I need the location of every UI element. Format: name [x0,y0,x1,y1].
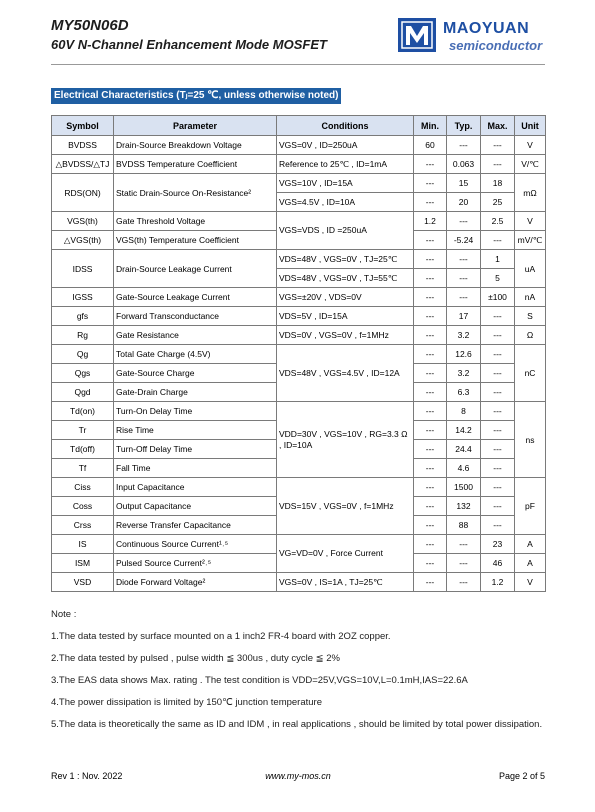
unit-cell: mV/℃ [515,231,546,250]
typ-cell: 17 [447,307,481,326]
table-row [52,307,546,326]
table-row [52,174,546,193]
unit-cell: ns [515,402,546,478]
min-cell: --- [414,535,447,554]
column-header: Max. [481,116,515,136]
condition-cell: VGS=VDS , ID =250uA [277,212,414,250]
note-item: 1.The data tested by surface mounted on a 1 inch2 FR-4 board with 2OZ copper. [51,631,391,642]
symbol-cell: Td(off) [52,440,114,459]
max-cell: --- [481,402,515,421]
parameter-cell: Gate-Drain Charge [114,383,277,402]
parameter-cell: Turn-Off Delay Time [114,440,277,459]
symbol-cell: ISM [52,554,114,573]
notes-heading: Note : [51,609,77,620]
condition-cell: VG=VD=0V , Force Current [277,535,414,573]
table-row [52,288,546,307]
max-cell: --- [481,155,515,174]
symbol-cell: IDSS [52,250,114,288]
unit-cell: A [515,535,546,554]
note-item: 5.The data is theoretically the same as ID and IDM , in real applications , should be limited by total power dissipation. [51,719,543,730]
symbol-cell: △BVDSS/△TJ [52,155,114,174]
parameter-cell: Turn-On Delay Time [114,402,277,421]
website-link[interactable]: www.my-mos.cn [265,771,331,781]
max-cell: 1.2 [481,573,515,592]
symbol-cell: Qgd [52,383,114,402]
symbol-cell: RDS(ON) [52,174,114,212]
table-row [52,345,546,364]
max-cell: ±100 [481,288,515,307]
typ-cell: 14.2 [447,421,481,440]
min-cell: --- [414,459,447,478]
typ-cell: 4.6 [447,459,481,478]
min-cell: --- [414,345,447,364]
symbol-cell: Td(on) [52,402,114,421]
condition-cell: VGS=10V , ID=15A [277,174,414,193]
parameter-cell: Output Capacitance [114,497,277,516]
column-header: Symbol [52,116,114,136]
min-cell: --- [414,478,447,497]
note-item: 2.The data tested by pulsed , pulse width ≦ 300us , duty cycle ≦ 2% [51,653,340,664]
symbol-cell: IS [52,535,114,554]
max-cell: --- [481,478,515,497]
max-cell: --- [481,516,515,535]
condition-cell: VDS=0V , VGS=0V , f=1MHz [277,326,414,345]
typ-cell: --- [447,212,481,231]
company-name: MAOYUAN [443,20,530,37]
table-row [52,212,546,231]
min-cell: --- [414,440,447,459]
symbol-cell: Coss [52,497,114,516]
min-cell: --- [414,250,447,269]
max-cell: 18 [481,174,515,193]
symbol-cell: Tr [52,421,114,440]
symbol-cell: VGS(th) [52,212,114,231]
typ-cell: 0.063 [447,155,481,174]
typ-cell: --- [447,554,481,573]
parameter-cell: Static Drain-Source On-Resistance² [114,174,277,212]
table-row [52,535,546,554]
unit-cell: S [515,307,546,326]
max-cell: 25 [481,193,515,212]
note-item: 3.The EAS data shows Max. rating . The test condition is VDD=25V,VGS=10V,L=0.1mH,IAS=22.6A [51,675,468,686]
typ-cell: 8 [447,402,481,421]
section-title: Electrical Characteristics (Tⱼ=25 ℃, unless otherwise noted) [51,88,341,104]
symbol-cell: gfs [52,307,114,326]
typ-cell: --- [447,136,481,155]
typ-cell: 6.3 [447,383,481,402]
unit-cell: V [515,212,546,231]
parameter-cell: Pulsed Source Current²˒⁵ [114,554,277,573]
typ-cell: --- [447,250,481,269]
symbol-cell: Ciss [52,478,114,497]
max-cell: 1 [481,250,515,269]
parameter-cell: Total Gate Charge (4.5V) [114,345,277,364]
part-number: MY50N06D [51,17,129,34]
typ-cell: --- [447,573,481,592]
symbol-cell: BVDSS [52,136,114,155]
parameter-cell: Gate Threshold Voltage [114,212,277,231]
symbol-cell: VSD [52,573,114,592]
typ-cell: --- [447,535,481,554]
max-cell: --- [481,307,515,326]
min-cell: --- [414,383,447,402]
parameter-cell: Gate-Source Leakage Current [114,288,277,307]
min-cell: --- [414,155,447,174]
parameter-cell: VGS(th) Temperature Coefficient [114,231,277,250]
document-header [51,15,545,59]
symbol-cell: Rg [52,326,114,345]
typ-cell: 1500 [447,478,481,497]
condition-cell: VGS=0V , ID=250uA [277,136,414,155]
symbol-cell: Tf [52,459,114,478]
page-number: Page 2 of 5 [498,771,545,781]
unit-cell: A [515,554,546,573]
min-cell: --- [414,573,447,592]
document-subtitle: 60V N-Channel Enhancement Mode MOSFET [51,37,327,52]
unit-cell: nC [515,345,546,402]
parameter-cell: Forward Transconductance [114,307,277,326]
symbol-cell: Qgs [52,364,114,383]
unit-cell: mΩ [515,174,546,212]
max-cell: 5 [481,269,515,288]
max-cell: --- [481,326,515,345]
min-cell: --- [414,307,447,326]
max-cell: --- [481,497,515,516]
condition-cell: Reference to 25℃ , ID=1mA [277,155,414,174]
unit-cell: V [515,573,546,592]
parameter-cell: Diode Forward Voltage² [114,573,277,592]
notes-section [51,608,545,740]
header-divider [51,64,545,65]
unit-cell: V/℃ [515,155,546,174]
typ-cell: 88 [447,516,481,535]
parameter-cell: Drain-Source Breakdown Voltage [114,136,277,155]
typ-cell: -5.24 [447,231,481,250]
min-cell: --- [414,364,447,383]
table-row [52,155,546,174]
column-header: Min. [414,116,447,136]
table-row [52,250,546,269]
column-header: Unit [515,116,546,136]
typ-cell: --- [447,288,481,307]
table-row [52,402,546,421]
parameter-cell: Gate Resistance [114,326,277,345]
note-item: 4.The power dissipation is limited by 150℃ junction temperature [51,697,323,708]
table-row [52,326,546,345]
min-cell: --- [414,269,447,288]
table-row [52,573,546,592]
parameter-cell: Drain-Source Leakage Current [114,250,277,288]
table-row [52,136,546,155]
unit-cell: Ω [515,326,546,345]
min-cell: --- [414,402,447,421]
max-cell: --- [481,421,515,440]
max-cell: --- [481,459,515,478]
condition-cell: VGS=4.5V , ID=10A [277,193,414,212]
table-header-row [52,116,546,136]
condition-cell: VDD=30V , VGS=10V , RG=3.3 Ω , ID=10A [277,402,414,478]
min-cell: --- [414,421,447,440]
min-cell: --- [414,326,447,345]
condition-cell: VDS=48V , VGS=4.5V , ID=12A [277,345,414,402]
parameter-cell: BVDSS Temperature Coefficient [114,155,277,174]
min-cell: 1.2 [414,212,447,231]
table-row [52,478,546,497]
min-cell: --- [414,497,447,516]
typ-cell: 12.6 [447,345,481,364]
parameter-cell: Reverse Transfer Capacitance [114,516,277,535]
page-footer [51,771,545,785]
max-cell: 2.5 [481,212,515,231]
min-cell: --- [414,174,447,193]
revision-label: Rev 1 : Nov. 2022 [51,771,123,781]
symbol-cell: Crss [52,516,114,535]
parameter-cell: Fall Time [114,459,277,478]
symbol-cell: IGSS [52,288,114,307]
max-cell: --- [481,136,515,155]
typ-cell: 24.4 [447,440,481,459]
max-cell: 23 [481,535,515,554]
max-cell: 46 [481,554,515,573]
unit-cell: uA [515,250,546,288]
min-cell: 60 [414,136,447,155]
column-header: Parameter [114,116,277,136]
column-header: Conditions [277,116,414,136]
unit-cell: V [515,136,546,155]
min-cell: --- [414,231,447,250]
typ-cell: 20 [447,193,481,212]
min-cell: --- [414,288,447,307]
typ-cell: --- [447,269,481,288]
min-cell: --- [414,193,447,212]
condition-cell: VDS=5V , ID=15A [277,307,414,326]
symbol-cell: △VGS(th) [52,231,114,250]
condition-cell: VDS=15V , VGS=0V , f=1MHz [277,478,414,535]
typ-cell: 3.2 [447,364,481,383]
condition-cell: VDS=48V , VGS=0V , TJ=55℃ [277,269,414,288]
max-cell: --- [481,231,515,250]
min-cell: --- [414,516,447,535]
parameter-cell: Rise Time [114,421,277,440]
condition-cell: VDS=48V , VGS=0V , TJ=25℃ [277,250,414,269]
condition-cell: VGS=±20V , VDS=0V [277,288,414,307]
parameter-cell: Gate-Source Charge [114,364,277,383]
condition-cell: VGS=0V , IS=1A , TJ=25℃ [277,573,414,592]
column-header: Typ. [447,116,481,136]
unit-cell: nA [515,288,546,307]
unit-cell: pF [515,478,546,535]
parameter-cell: Input Capacitance [114,478,277,497]
max-cell: --- [481,383,515,402]
electrical-characteristics-table [51,115,546,592]
company-logo-icon [398,18,436,52]
typ-cell: 132 [447,497,481,516]
company-tagline: semiconductor [449,38,543,53]
typ-cell: 3.2 [447,326,481,345]
typ-cell: 15 [447,174,481,193]
symbol-cell: Qg [52,345,114,364]
min-cell: --- [414,554,447,573]
max-cell: --- [481,364,515,383]
parameter-cell: Continuous Source Current¹˒⁵ [114,535,277,554]
max-cell: --- [481,440,515,459]
max-cell: --- [481,345,515,364]
